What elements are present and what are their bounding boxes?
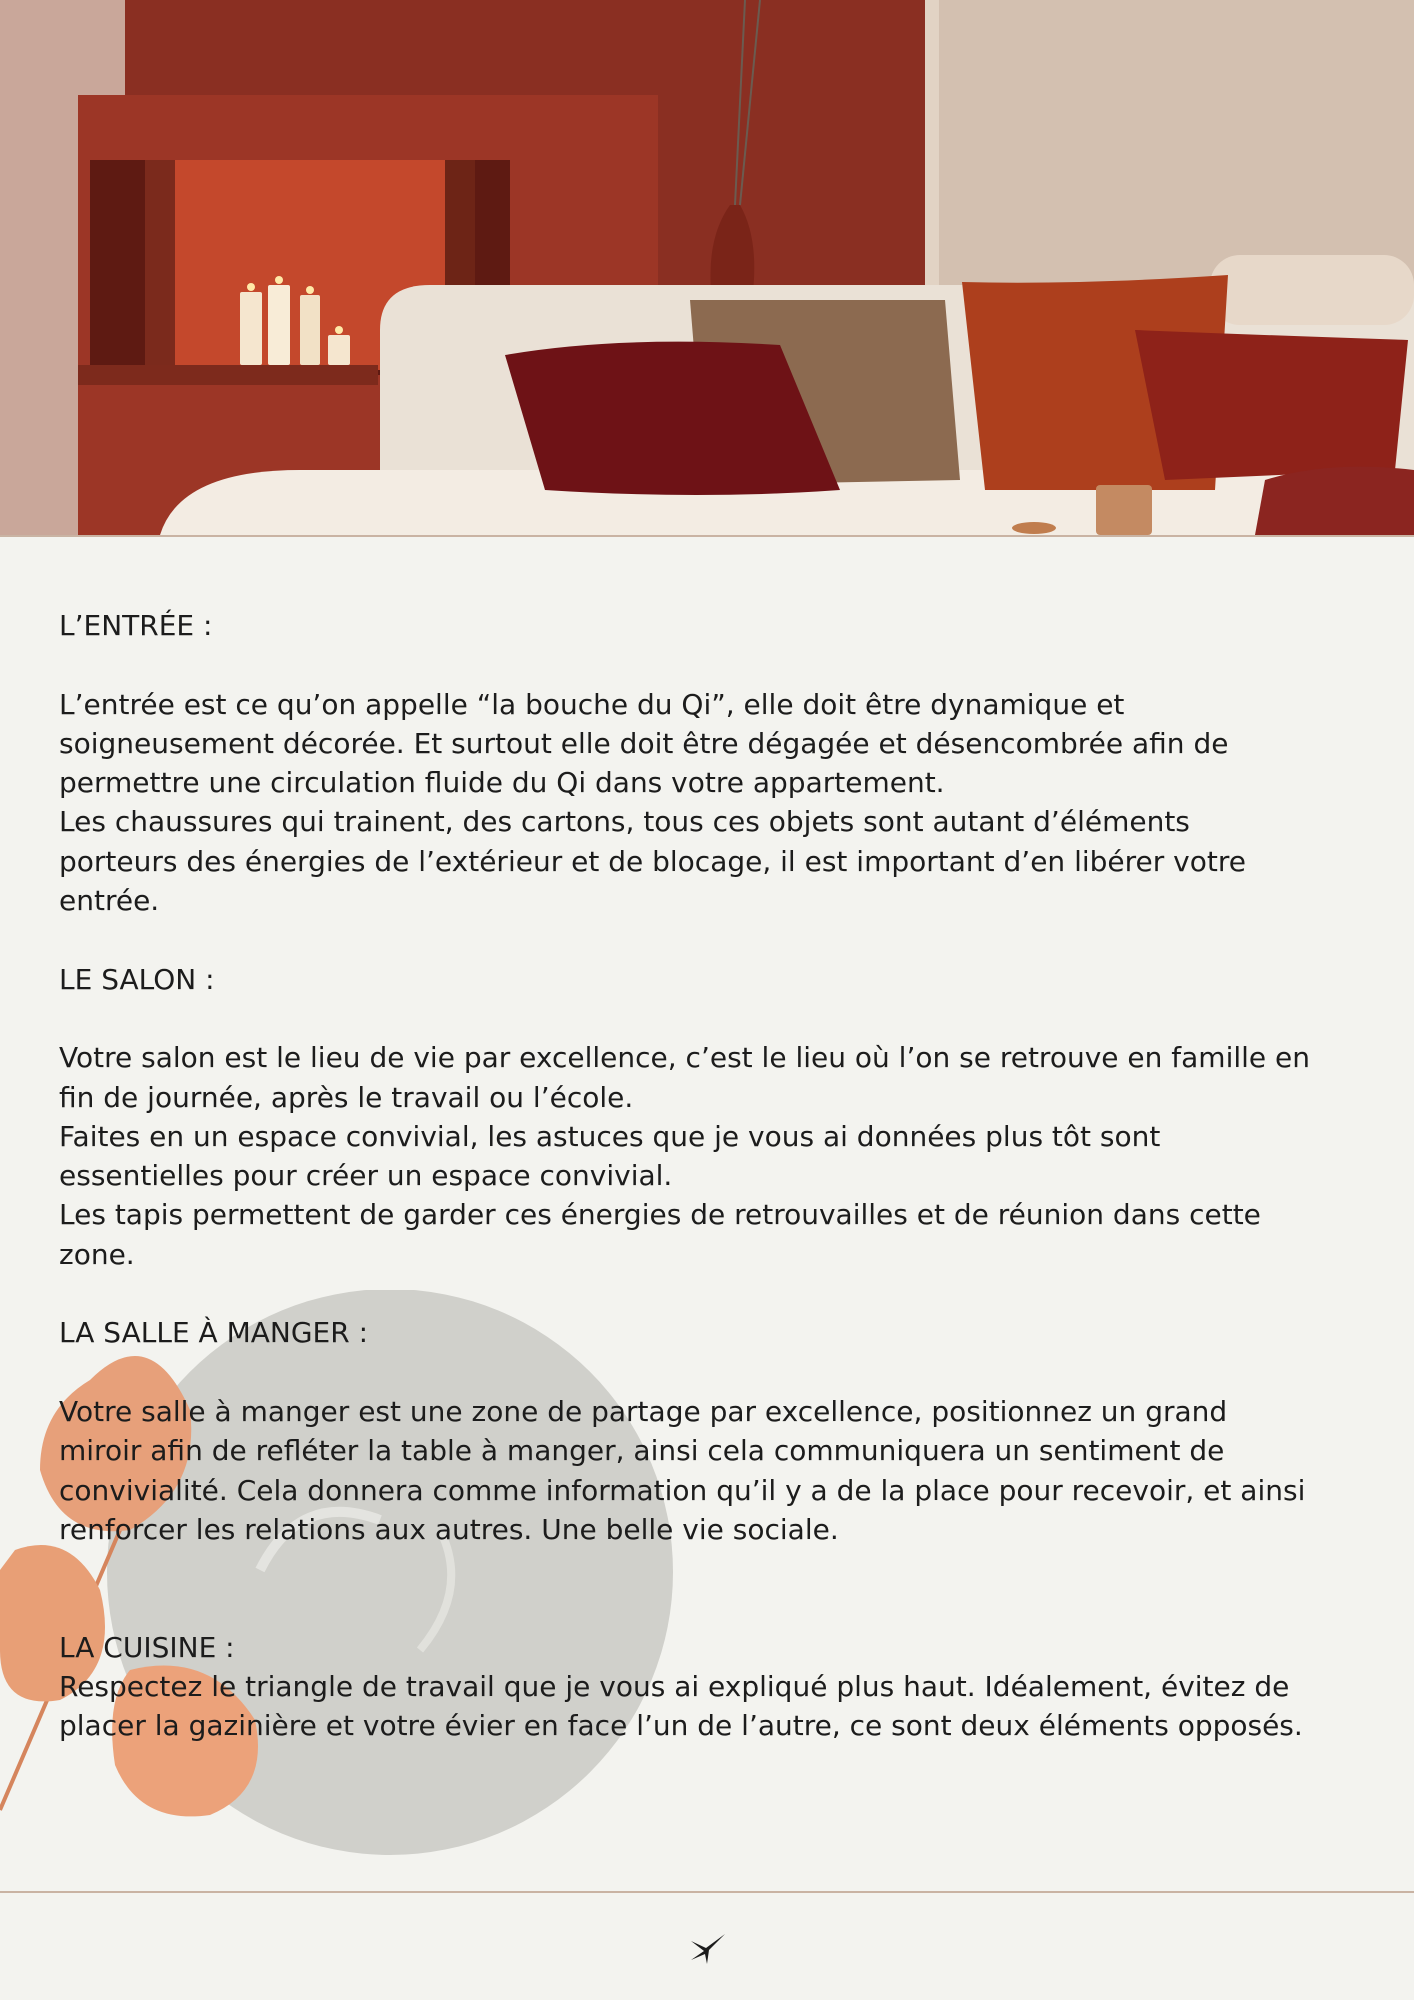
salle-a-manger-paragraph: Votre salle à manger est une zone de partage par excellence, positionnez un grand miroir afin de refléter la table à manger, ainsi cela communiquera un sentiment de convivialité. Cela donnera comme information qu’il y a de la place pour recevoir, et ainsi renforcer les relations aux autres. Une belle vie sociale. — [59, 1394, 1306, 1546]
spacer — [59, 1353, 1359, 1392]
spacer — [59, 999, 1359, 1038]
four-point-star-icon — [687, 1932, 727, 1972]
page-content — [59, 606, 1359, 1746]
salon-paragraph: Votre salon est le lieu de vie par excellence, c’est le lieu où l’on se retrouve en famille en fin de journée, après le travail ou l’école. Faites en un espace convivial, les astuces que je vous ai données plus tôt sont essentielles pour créer un espace convivial. Les tapis permettent de garder ces énergies de retrouvailles et de réunion dans cette zone. — [59, 1041, 1311, 1271]
spacer — [59, 645, 1359, 684]
spacer — [59, 1274, 1359, 1313]
salle-a-manger-heading: LA SALLE À MANGER : — [59, 1316, 369, 1350]
spacer — [59, 920, 1359, 959]
hero-living-room-image — [0, 0, 1414, 535]
cuisine-heading: LA CUISINE : — [59, 1630, 235, 1664]
entree-heading: L’ENTRÉE : — [59, 609, 213, 642]
hero-divider — [0, 535, 1414, 537]
footer-divider — [0, 1891, 1414, 1893]
cuisine-paragraph: Respectez le triangle de travail que je vous ai expliqué plus haut. Idéalement, évitez de placer la gazinière et votre évier en face l’un de l’autre, ce sont deux éléments opposés. — [59, 1670, 1303, 1743]
spacer — [59, 1549, 1359, 1628]
salon-heading: LE SALON : — [59, 962, 215, 996]
entree-paragraph: L’entrée est ce qu’on appelle “la bouche du Qi”, elle doit être dynamique et soigneusement décorée. Et surtout elle doit être dégagée et désencombrée afin de permettre une circulation fluide du Qi dans votre appartement. Les chaussures qui trainent, des cartons, tous ces objets sont autant d’éléments porteurs des énergies de l’extérieur et de blocage, il est important d’en libérer votre entrée. — [59, 687, 1246, 918]
